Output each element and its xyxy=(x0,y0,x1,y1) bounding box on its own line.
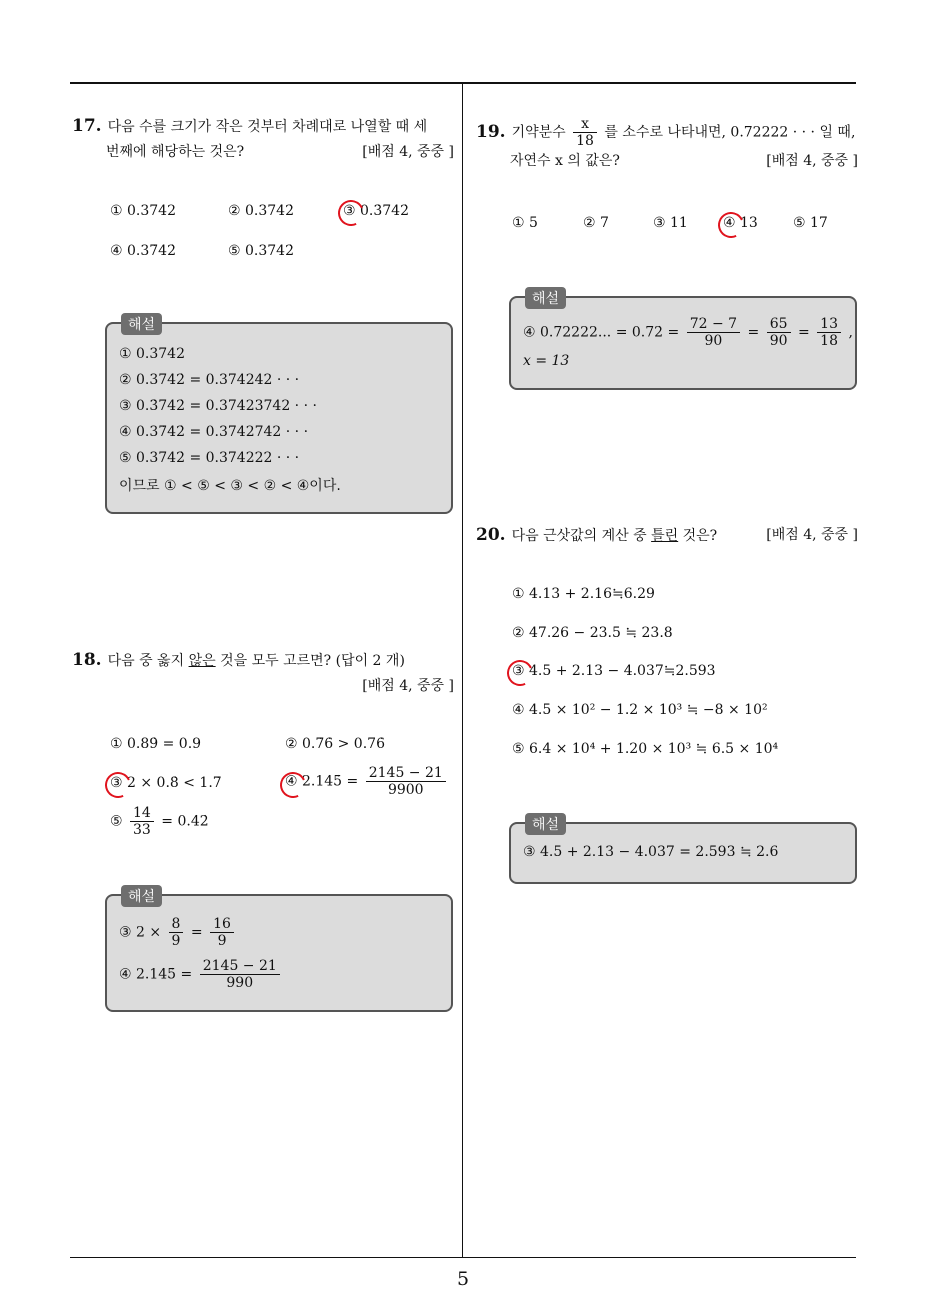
option-2: ② 47.26 − 23.5 ≒ 23.8 xyxy=(512,625,673,641)
page-number: 5 xyxy=(456,1268,470,1290)
question-text: 다음 근삿값의 계산 중 xyxy=(511,528,652,544)
question-text: 자연수 x 의 값은? xyxy=(510,153,620,169)
question-18 xyxy=(72,648,454,699)
option-4: ④ 13 xyxy=(723,215,758,231)
score-label: [배점 4, 중중 ] xyxy=(362,144,454,160)
solution-line: ④ 0.72222... = 0.72̇ = $\frac{72 - 7}{90}$ = $\frac{65}{90}$ = $\frac{13}{18}$ , xyxy=(523,316,853,349)
solution-tag: 해설 xyxy=(525,287,566,309)
solution-box-19 xyxy=(509,291,857,390)
score-label: [배점 4, 중중 ] xyxy=(766,527,858,543)
question-text: 를 소수로 나타내면, 0.72222 · · · 일 때, xyxy=(604,124,856,141)
bottom-rule xyxy=(70,1257,856,1258)
solution-tag: 해설 xyxy=(121,885,162,907)
answer-circle-mark xyxy=(334,196,367,229)
solution-tag: 해설 xyxy=(121,313,162,335)
solution-line: ③ 2 × $\frac{8}{9}$ = $\frac{16}{9}$ xyxy=(119,916,237,949)
underlined-word: 틀린 xyxy=(651,528,679,544)
question-text: 다음 중 옳지 xyxy=(107,653,189,669)
solution-line: ④ 2.14̇5̇ = $\frac{2145 - 21}{990}$ xyxy=(119,958,283,991)
option-3: ③ 11 xyxy=(653,215,688,231)
option-1: ① 0.89̇ = 0.9 xyxy=(110,736,202,752)
solution-line: ① 0.3742 xyxy=(119,346,185,362)
solution-box-18 xyxy=(105,889,453,1012)
solution-line: 이므로 ① < ⑤ < ③ < ② < ④이다. xyxy=(119,478,341,494)
option-4: ④ 0.37̇42̇ xyxy=(110,243,176,259)
option-3: ③ 2 × 0.8̇ < 1.7̇ xyxy=(110,775,222,791)
question-19 xyxy=(476,116,858,174)
solution-box-20 xyxy=(509,817,857,884)
answer-circle-mark xyxy=(714,208,747,241)
score-label: [배점 4, 중중 ] xyxy=(766,153,858,169)
solution-line: ⑤ 0.3742̇ = 0.374222 · · · xyxy=(119,450,300,466)
question-number: 20. xyxy=(476,525,506,545)
option-5: ⑤ 6.4 × 10⁴ + 1.20 × 10³ ≒ 6.5 × 10⁴ xyxy=(512,741,779,757)
fraction: $\frac{14}{33}$ xyxy=(130,805,154,838)
solution-box-17 xyxy=(105,317,453,514)
question-20 xyxy=(476,523,858,549)
option-5: ⑤ 0.3742̇ xyxy=(228,243,294,259)
column-divider xyxy=(462,84,463,1258)
option-3: ③ 0.3̇742̇ xyxy=(343,203,409,219)
option-4: ④ 4.5 × 10² − 1.2 × 10³ ≒ −8 × 10² xyxy=(512,702,768,718)
solution-line: ④ 0.37̇42̇ = 0.3742742 · · · xyxy=(119,424,309,440)
option-2: ② 0.7̇6̇ > 0.76̇ xyxy=(285,736,385,752)
question-text: 기약분수 xyxy=(511,124,566,141)
option-2: ② 0.374̇2̇ xyxy=(228,203,294,219)
question-text: 것은? xyxy=(678,528,718,544)
solution-tag: 해설 xyxy=(525,813,566,835)
option-4: ④ 2.14̇5̇ = $\frac{2145 - 21}{9900}$ xyxy=(285,765,449,798)
option-1: ① 5 xyxy=(512,215,538,231)
solution-line: x = 13 xyxy=(523,353,570,369)
solution-line: ③ 0.3̇742̇ = 0.37423742 · · · xyxy=(119,398,317,414)
option-1: ① 0.3742 xyxy=(110,203,176,219)
option-2: ② 7 xyxy=(583,215,609,231)
underlined-word: 않은 xyxy=(188,653,216,669)
solution-line: ③ 4.5 + 2.13 − 4.037 = 2.593 ≒ 2.6 xyxy=(523,844,779,860)
answer-circle-mark xyxy=(503,656,536,689)
answer-circle-mark xyxy=(101,768,134,801)
score-label: [배점 4, 중중 ] xyxy=(362,678,454,694)
fraction: $\frac{2145 - 21}{9900}$ xyxy=(366,765,446,798)
fraction: $\frac{x}{18}$ xyxy=(573,116,597,149)
option-1: ① 4.13 + 2.16≒6.29 xyxy=(512,586,655,602)
question-text: 다음 수를 크기가 작은 것부터 차례대로 나열할 때 세 xyxy=(107,119,428,135)
question-number: 17. xyxy=(72,116,102,136)
question-number: 18. xyxy=(72,650,102,670)
top-rule xyxy=(70,82,856,84)
question-text: 것을 모두 고르면? (답이 2 개) xyxy=(215,653,405,669)
option-5: ⑤ $\frac{14}{33}$ = 0.4̇2̇ xyxy=(110,805,209,838)
option-3: ③ 4.5 + 2.13 − 4.037≒2.593 xyxy=(512,663,716,679)
question-text: 번째에 해당하는 것은? xyxy=(106,144,245,160)
option-5: ⑤ 17 xyxy=(793,215,828,231)
solution-line: ② 0.374̇2̇ = 0.374242 · · · xyxy=(119,372,300,388)
question-17 xyxy=(72,114,454,165)
question-number: 19. xyxy=(476,121,506,142)
